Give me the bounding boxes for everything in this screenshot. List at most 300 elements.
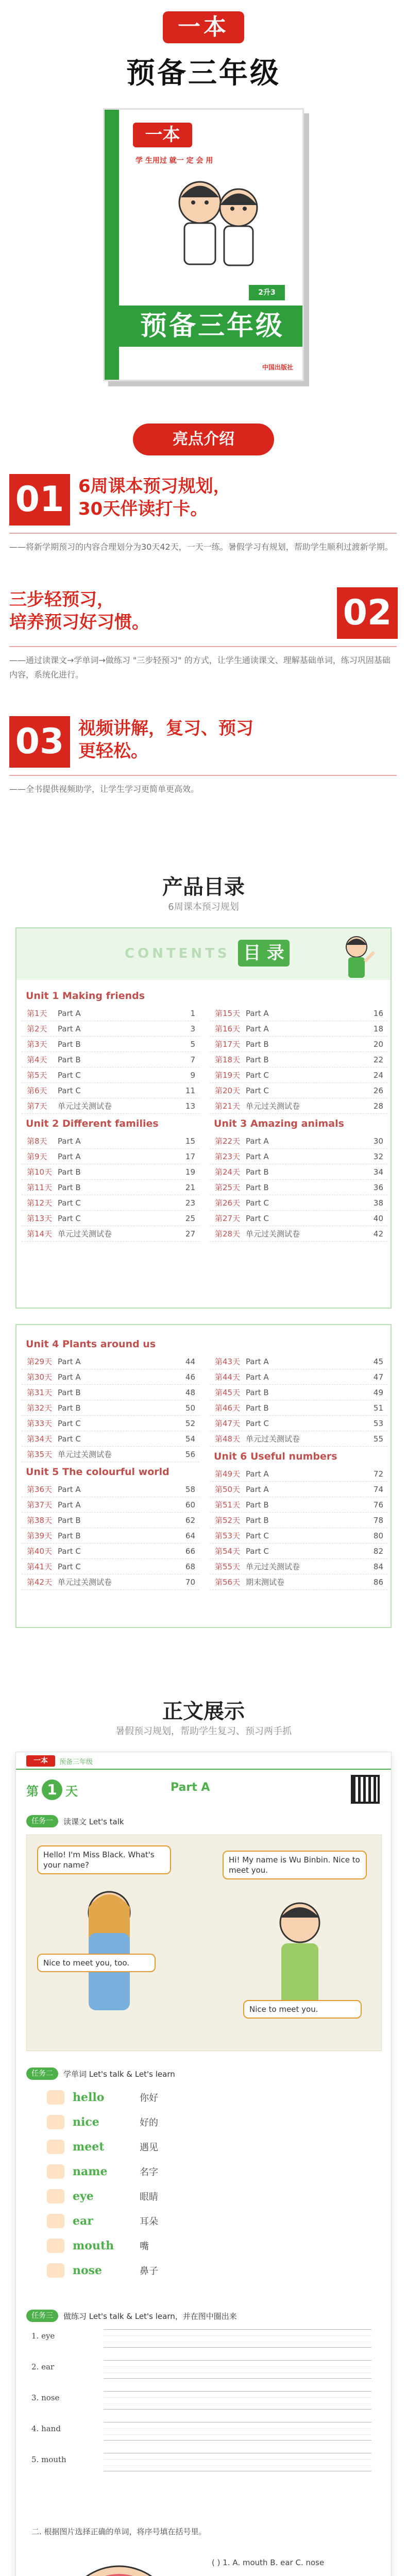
toc-row[interactable] [210,1497,387,1513]
speech-bubble: Hi! My name is Wu Binbin. Nice to meet you. [223,1851,367,1879]
toc-part: Part A [58,1137,81,1146]
toc-page: 1 [190,1009,195,1018]
toc-part: Part C [58,1071,81,1080]
toc-row[interactable] [22,1497,199,1513]
toc-day: 第45天 [215,1388,241,1397]
toc-part: Part B [58,1403,81,1413]
word-english: nice [73,2115,99,2129]
toc-row[interactable] [22,1083,199,1098]
word-chinese: 鼻子 [140,2266,158,2277]
book-logo: 一本 [133,123,192,147]
toc-row[interactable] [22,1021,199,1037]
toc-day: 第10天 [27,1167,53,1177]
toc-page: 7 [190,1055,195,1064]
toc-part: 单元过关测试卷 [58,1578,112,1587]
toc-row[interactable] [210,1416,387,1431]
toc-row[interactable] [210,1574,387,1590]
toc-part: Part C [246,1547,269,1556]
toc-page: 58 [185,1485,195,1494]
toc-page: 24 [373,1071,383,1080]
toc-page: 55 [373,1434,383,1444]
toc-day: 第39天 [27,1531,53,1540]
toc-row[interactable] [210,1195,387,1211]
toc-page: 30 [373,1137,383,1146]
toc-row[interactable] [210,1528,387,1544]
toc-row[interactable] [210,1385,387,1400]
word-chinese: 好的 [140,2117,158,2128]
toc-row[interactable] [22,1180,199,1195]
word-row [47,2186,366,2207]
toc-part: Part B [246,1403,269,1413]
toc-page: 42 [373,1229,383,1239]
word-chinese: 嘴 [140,2241,149,2252]
toc-part: Part B [58,1388,81,1397]
exercise-item: 3. nose [31,2393,60,2402]
toc-row[interactable] [210,1149,387,1164]
toc-day: 第28天 [215,1229,241,1239]
toc-part: Part A [246,1152,269,1161]
word-picture-icon [47,2239,64,2253]
part-label: Part A [171,1781,210,1794]
kids-illustration-icon [161,166,275,280]
toc-day: 第50天 [215,1485,241,1494]
toc-page: 68 [185,1562,195,1571]
writing-line[interactable] [104,2422,371,2441]
book-title: 预备三年级 [119,306,304,347]
exercise-item: 1. eye [31,2331,55,2341]
toc-row[interactable] [22,1416,199,1431]
boy-waving-icon [336,933,377,979]
word-english: mouth [73,2239,114,2252]
highlight-description: ——将新学期预习的内容合理划分为30天42天，一天一练。暑假学习有规划，帮助学生顺利过渡新学期。 [9,542,393,552]
writing-exercise [16,2329,392,2515]
toc-page: 80 [373,1531,383,1540]
toc-page: 11 [185,1086,195,1095]
toc-day: 第42天 [27,1578,53,1587]
toc-day: 第16天 [215,1024,241,1033]
toc-day: 第23天 [215,1152,241,1161]
toc-part: Part B [246,1500,269,1510]
sample-page [15,1752,392,2576]
toc-part: 单元过关测试卷 [246,1434,300,1444]
toc-day: 第51天 [215,1500,241,1510]
toc-part: Part B [58,1516,81,1525]
toc-row[interactable] [22,1226,199,1242]
toc-row[interactable] [210,1037,387,1052]
task-title: 读课文 Let's talk [63,1817,124,1826]
toc-row[interactable] [210,1133,387,1149]
toc-day: 第53天 [215,1531,241,1540]
contents-column-left [22,986,199,1242]
divider [9,646,397,647]
word-chinese: 耳朵 [140,2216,158,2227]
toc-part: Part B [246,1516,269,1525]
toc-day: 第3天 [27,1040,47,1049]
word-chinese: 眼睛 [140,2192,158,2202]
contents-column-right [210,986,387,1242]
toc-page: 72 [373,1469,383,1479]
word-row [47,2211,366,2231]
toc-day: 第12天 [27,1198,53,1208]
toc-page: 64 [185,1531,195,1540]
task-heading [26,2309,237,2323]
hero-title: 预备三年级 [126,57,281,90]
word-row [47,2260,366,2281]
toc-part: Part A [58,1024,81,1033]
toc-day: 第33天 [27,1419,53,1428]
toc-day: 第41天 [27,1562,53,1571]
toc-page: 50 [185,1403,195,1413]
day-number: 1 [42,1780,62,1800]
qr-code-icon[interactable] [351,1775,380,1804]
toc-day: 第8天 [27,1137,47,1146]
toc-day: 第44天 [215,1372,241,1382]
toc-part: Part A [246,1024,269,1033]
speech-bubble: Nice to meet you. [243,2000,362,2019]
toc-page: 76 [373,1500,383,1510]
toc-part: Part C [246,1086,269,1095]
toc-row[interactable] [210,1180,387,1195]
contents-column-left [22,1334,199,1590]
book-grade-badge: 2升3 [249,285,285,300]
toc-row[interactable] [22,1447,199,1462]
toc-row[interactable] [22,1513,199,1528]
toc-part: Part B [246,1040,269,1049]
writing-line[interactable] [104,2329,371,2348]
toc-day: 第56天 [215,1578,241,1587]
contents-column-right [210,1334,387,1590]
toc-row[interactable] [22,1385,199,1400]
toc-row[interactable] [210,1369,387,1385]
toc-row[interactable] [22,1149,199,1164]
toc-page: 48 [185,1388,195,1397]
word-picture-icon [47,2090,64,2105]
toc-row[interactable] [210,1021,387,1037]
toc-day: 第14天 [27,1229,53,1239]
toc-row[interactable] [22,1211,199,1226]
day-tag [26,1778,78,1802]
highlight-number: 03 [9,716,70,768]
toc-page: 9 [190,1071,195,1080]
toc-row[interactable] [210,1226,387,1242]
toc-page: 5 [190,1040,195,1049]
toc-row[interactable] [22,1052,199,1067]
toc-row[interactable] [22,1528,199,1544]
toc-part: 期末测试卷 [246,1578,285,1587]
highlight-number: 02 [337,587,398,639]
unit-heading: Unit 6 Useful numbers [214,1451,337,1462]
toc-day: 第1天 [27,1009,47,1018]
toc-row[interactable] [210,1211,387,1226]
toc-page: 19 [185,1167,195,1177]
toc-day: 第25天 [215,1183,241,1192]
toc-row[interactable] [22,1354,199,1369]
word-row [47,2137,366,2157]
toc-page: 44 [185,1357,195,1366]
toc-day: 第5天 [27,1071,47,1080]
toc-page: 60 [185,1500,195,1510]
contents-banner-label: CONTENTS [125,946,230,961]
book-spine [105,110,119,380]
choice-list [212,2556,382,2576]
word-chinese: 遇见 [140,2142,158,2153]
toc-page: 82 [373,1547,383,1556]
toc-row[interactable] [22,1098,199,1114]
exercise-item: 4. hand [31,2424,61,2433]
toc-page: 40 [373,1214,383,1223]
toc-part: Part C [246,1531,269,1540]
word-picture-icon [47,2189,64,2204]
toc-row[interactable] [210,1067,387,1083]
toc-page: 34 [373,1167,383,1177]
word-row [47,2161,366,2182]
toc-day: 第17天 [215,1040,241,1049]
word-english: nose [73,2264,103,2277]
toc-row[interactable] [210,1052,387,1067]
unit-heading: Unit 3 Amazing animals [214,1118,344,1129]
word-english: hello [73,2091,105,2104]
toc-day: 第55天 [215,1562,241,1571]
toc-page: 62 [185,1516,195,1525]
toc-page: 66 [185,1547,195,1556]
toc-page: 3 [190,1024,195,1033]
page-header [16,1752,391,1770]
toc-page: 52 [185,1419,195,1428]
day-suffix: 天 [65,1784,78,1799]
toc-day: 第4天 [27,1055,47,1064]
toc-row[interactable] [22,1164,199,1180]
toc-day: 第34天 [27,1434,53,1444]
toc-page: 26 [373,1086,383,1095]
toc-row[interactable] [22,1195,199,1211]
toc-day: 第35天 [27,1450,53,1459]
toc-part: Part B [58,1531,81,1540]
word-row [47,2235,366,2256]
toc-day: 第48天 [215,1434,241,1444]
toc-part: Part C [58,1419,81,1428]
task-heading [26,1814,124,1828]
word-chinese: 名字 [140,2167,158,2178]
toc-page: 47 [373,1372,383,1382]
toc-day: 第36天 [27,1485,53,1494]
toc-page: 56 [185,1450,195,1459]
toc-part: 单元过关测试卷 [246,1101,300,1111]
toc-day: 第19天 [215,1071,241,1080]
task-title: 学单词 Let's talk & Let's learn [63,2069,175,2079]
toc-day: 第31天 [27,1388,53,1397]
word-list [16,2087,392,2293]
samples-title: 正文展示 [162,1700,245,1723]
toc-page: 13 [185,1101,195,1111]
toc-row[interactable] [22,1482,199,1497]
toc-row[interactable] [22,1006,199,1021]
toc-row[interactable] [210,1400,387,1416]
toc-day: 第7天 [27,1101,47,1111]
toc-page: 49 [373,1388,383,1397]
highlight-description: ——全书提供视频助学，让学生学习更简单更高效。 [9,784,199,794]
toc-day: 第24天 [215,1167,241,1177]
toc-day: 第38天 [27,1516,53,1525]
task-tag: 任务一 [26,1815,58,1827]
toc-row[interactable] [210,1431,387,1447]
toc-part: Part C [246,1071,269,1080]
toc-part: Part C [246,1419,269,1428]
toc-page: 36 [373,1183,383,1192]
toc-row[interactable] [210,1559,387,1574]
toc-day: 第46天 [215,1403,241,1413]
toc-page: 84 [373,1562,383,1571]
page-logo: 一本 [26,1755,55,1767]
toc-day: 第22天 [215,1137,241,1146]
toc-part: Part C [58,1198,81,1208]
highlight-number: 01 [9,474,70,526]
toc-part: Part A [58,1372,81,1382]
toc-part: Part A [246,1372,269,1382]
toc-page: 78 [373,1516,383,1525]
unit-heading: Unit 2 Different families [26,1118,159,1129]
toc-part: Part A [246,1357,269,1366]
toc-day: 第29天 [27,1357,53,1366]
unit-heading: Unit 5 The colourful world [26,1466,169,1478]
toc-day: 第27天 [215,1214,241,1223]
highlights-heading: 亮点介绍 [133,423,274,455]
toc-day: 第32天 [27,1403,53,1413]
toc-part: Part B [246,1055,269,1064]
face-illustration-icon [47,2546,191,2576]
toc-row[interactable] [22,1400,199,1416]
toc-day: 第20天 [215,1086,241,1095]
toc-part: Part A [58,1152,81,1161]
unit-heading: Unit 4 Plants around us [26,1338,156,1350]
toc-page: 38 [373,1198,383,1208]
exercise-item: 2. ear [31,2362,55,2371]
task-heading [26,2066,175,2081]
toc-page: 25 [185,1214,195,1223]
word-picture-icon [47,2164,64,2179]
word-english: eye [73,2190,94,2203]
toc-part: Part A [58,1485,81,1494]
toc-part: Part B [58,1167,81,1177]
word-row [47,2087,366,2108]
speech-bubble: Hello! I'm Miss Black. What's your name? [37,1845,171,1874]
toc-part: Part A [246,1137,269,1146]
highlight-heading: 6周课本预习规划， 30天伴读打卡。 [78,476,231,519]
toc-part: 单元过关测试卷 [58,1229,112,1239]
toc-row[interactable] [22,1037,199,1052]
word-chinese: 你好 [140,2093,158,2104]
toc-row[interactable] [22,1133,199,1149]
toc-page: 18 [373,1024,383,1033]
toc-part: Part A [58,1357,81,1366]
toc-row[interactable] [210,1083,387,1098]
toc-day: 第13天 [27,1214,53,1223]
contents-title: 产品目录 [162,875,245,899]
exercise-item: 5. mouth [31,2455,66,2464]
toc-row[interactable] [22,1369,199,1385]
speech-bubble: Nice to meet you, too. [37,1954,156,1972]
toc-day: 第21天 [215,1101,241,1111]
highlight-heading: 三步轻预习， 培养预习好习惯。 [9,589,149,633]
task-title: 做练习 Let's talk & Let's learn，并在图中圈出来 [63,2311,237,2321]
toc-row[interactable] [22,1431,199,1447]
toc-row[interactable] [22,1544,199,1559]
toc-row[interactable] [210,1098,387,1114]
toc-row[interactable] [210,1482,387,1497]
toc-part: Part C [246,1214,269,1223]
contents-banner-heading: 目 录 [238,940,290,967]
brand-logo: 一本 [163,11,244,43]
writing-line[interactable] [104,2360,371,2379]
toc-page: 23 [185,1198,195,1208]
contents-banner [16,928,391,980]
toc-part: Part A [246,1009,269,1018]
toc-page: 15 [185,1137,195,1146]
book-cover [103,108,304,381]
toc-row[interactable] [22,1559,199,1574]
toc-part: 单元过关测试卷 [58,1450,112,1459]
toc-row[interactable] [210,1466,387,1482]
writing-line[interactable] [104,2391,371,2410]
toc-part: Part B [246,1388,269,1397]
toc-row[interactable] [210,1164,387,1180]
toc-day: 第37天 [27,1500,53,1510]
samples-subtitle: 暑假预习规划，帮助学生复习、预习两手抓 [115,1726,292,1737]
toc-day: 第52天 [215,1516,241,1525]
toc-day: 第43天 [215,1357,241,1366]
toc-day: 第30天 [27,1372,53,1382]
toc-row[interactable] [210,1544,387,1559]
divider [9,533,397,534]
toc-part: Part A [58,1009,81,1018]
toc-part: Part A [246,1485,269,1494]
toc-day: 第6天 [27,1086,47,1095]
highlight-heading: 视频讲解，复习、预习 更轻松。 [78,718,253,761]
toc-row[interactable] [210,1006,387,1021]
word-english: meet [73,2140,105,2154]
exercise-instruction: 二. 根据图片选择正确的单词，将序号填在括号里。 [31,2527,207,2536]
toc-day: 第18天 [215,1055,241,1064]
writing-line[interactable] [104,2453,371,2471]
toc-row[interactable] [22,1574,199,1590]
toc-day: 第49天 [215,1469,241,1479]
toc-row[interactable] [22,1067,199,1083]
word-picture-icon [47,2214,64,2228]
unit-heading-spacer [210,1334,387,1354]
toc-part: 单元过关测试卷 [246,1562,300,1571]
book-slogan: 学 生用过 就一 定 会 用 [135,157,213,165]
toc-page: 20 [373,1040,383,1049]
toc-page: 16 [373,1009,383,1018]
toc-page: 86 [373,1578,383,1587]
word-picture-icon [47,2263,64,2278]
toc-page: 28 [373,1101,383,1111]
unit-heading: Unit 1 Making friends [26,990,145,1002]
contents-card [15,1324,392,1628]
toc-part: Part B [246,1167,269,1177]
task-tag: 任务三 [26,2310,58,2322]
toc-part: Part C [58,1434,81,1444]
toc-part: Part C [58,1214,81,1223]
word-row [47,2112,366,2132]
toc-day: 第15天 [215,1009,241,1018]
toc-page: 32 [373,1152,383,1161]
toc-page: 45 [373,1357,383,1366]
toc-row[interactable] [210,1354,387,1369]
task-tag: 任务二 [26,2067,58,2080]
choice-row[interactable]: ( ) 1. A. mouth B. ear C. nose [212,2558,325,2567]
toc-part: Part C [58,1086,81,1095]
toc-row[interactable] [210,1513,387,1528]
